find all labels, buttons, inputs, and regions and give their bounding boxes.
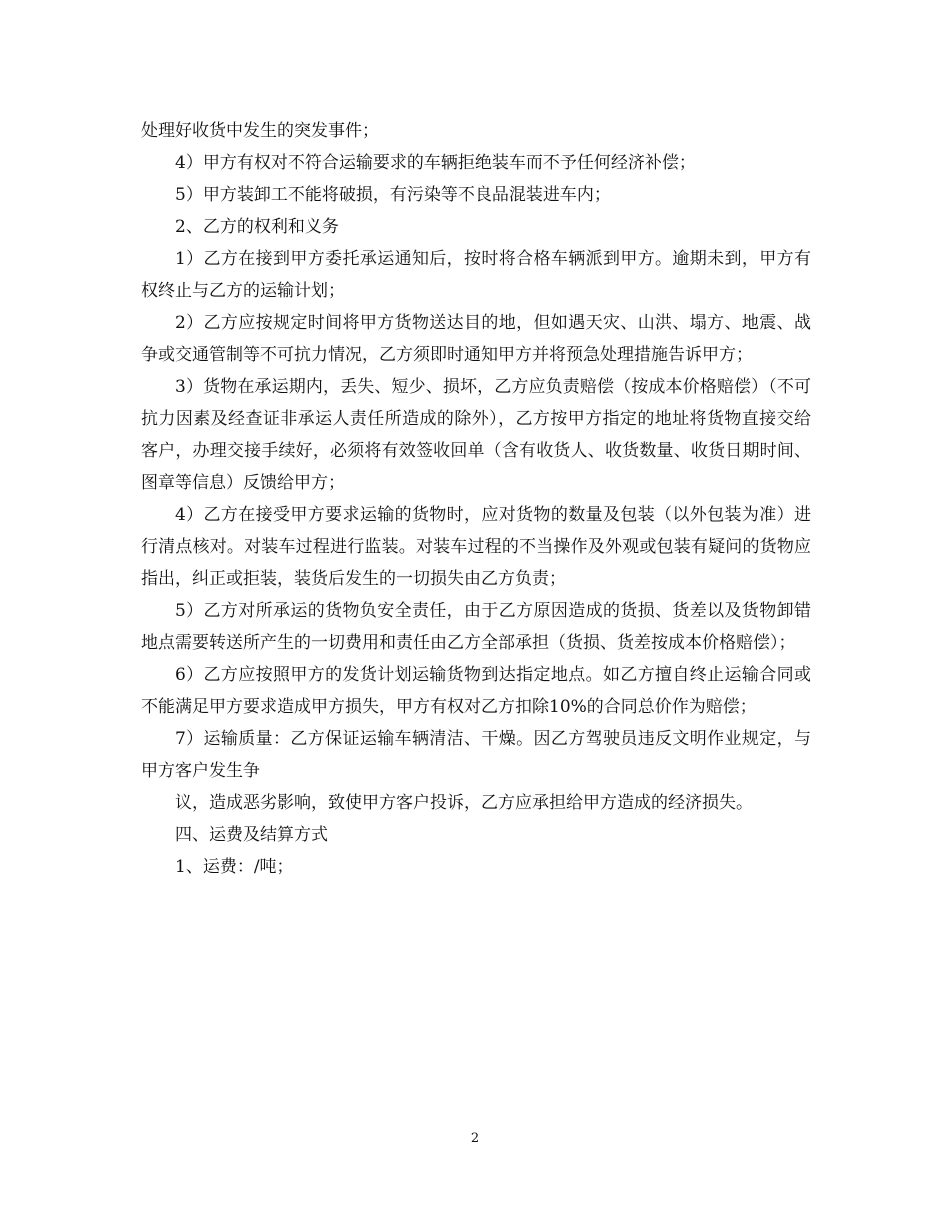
paragraph-party-b-item-2: 2）乙方应按规定时间将甲方货物送达目的地，但如遇天灾、山洪、塌方、地震、战争或交通管制等不可抗力情况，乙方须即时通知甲方并将预急处理措施告诉甲方；	[141, 313, 811, 365]
paragraph-party-b-item-7-continued: 议，造成恶劣影响，致使甲方客户投诉，乙方应承担给甲方造成的经济损失。	[175, 793, 753, 813]
paragraph-party-b-item-1: 1）乙方在接到甲方委托承运通知后，按时将合格车辆派到甲方。逾期未到，甲方有权终止与乙方的运输计划；	[141, 249, 811, 301]
section-heading-freight-settlement: 四、运费及结算方式	[175, 825, 328, 845]
paragraph-party-b-item-7: 7）运输质量：乙方保证运输车辆清洁、干燥。因乙方驾驶员违反文明作业规定，与甲方客户发生争	[141, 729, 811, 781]
section-heading-party-b-rights: 2、乙方的权利和义务	[175, 217, 339, 237]
paragraph-freight-rate: 1、运费：/吨；	[175, 857, 294, 877]
page-number: 2	[470, 1131, 480, 1146]
document-body	[141, 115, 811, 883]
paragraph-continuation: 处理好收货中发生的突发事件；	[141, 121, 379, 141]
paragraph-party-a-item-5: 5）甲方装卸工不能将破损，有污染等不良品混装进车内；	[175, 185, 611, 205]
paragraph-party-b-item-4: 4）乙方在接受甲方要求运输的货物时，应对货物的数量及包装（以外包装为准）进行清点核对。对装车过程进行监装。对装车过程的不当操作及外观或包装有疑问的货物应指出，纠正或拒装，装货后发生的一切损失由乙方负责；	[141, 505, 811, 589]
paragraph-party-a-item-4: 4）甲方有权对不符合运输要求的车辆拒绝装车而不予任何经济补偿；	[175, 153, 696, 173]
paragraph-party-b-item-3: 3）货物在承运期内，丢失、短少、损坏，乙方应负责赔偿（按成本价格赔偿）（不可抗力因素及经查证非承运人责任所造成的除外），乙方按甲方指定的地址将货物直接交给客户，办理交接手续好，必须将有效签收回单（含有收货人、收货数量、收货日期时间、图章等信息）反馈给甲方；	[141, 377, 811, 493]
paragraph-party-b-item-6: 6）乙方应按照甲方的发货计划运输货物到达指定地点。如乙方擅自终止运输合同或不能满足甲方要求造成甲方损失，甲方有权对乙方扣除10%的合同总价作为赔偿；	[141, 665, 811, 717]
paragraph-party-b-item-5: 5）乙方对所承运的货物负安全责任，由于乙方原因造成的货损、货差以及货物卸错地点需要转送所产生的一切费用和责任由乙方全部承担（货损、货差按成本价格赔偿）；	[141, 601, 811, 653]
